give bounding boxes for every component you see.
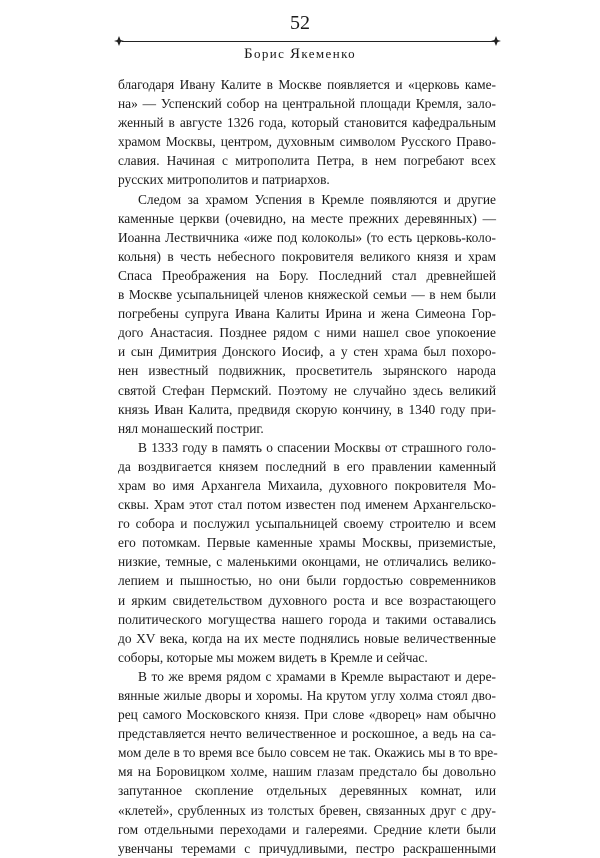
author-first-name-rest: орис [253, 46, 290, 61]
text-line: лепием и пышностью, но они были гордостью современников [118, 573, 496, 589]
author-initial-1: Б [243, 46, 254, 62]
text-line: русских митрополитов и патриархов. [118, 172, 330, 188]
text-line: гом отдельными переходами и галереями. Средние клети были [118, 821, 496, 837]
text-line: рец самого Московского князя. При слове «дворец» нам обычно [118, 707, 496, 723]
body-text [118, 75, 496, 858]
text-line: да воздвигается князем последний в его правлении каменный [118, 458, 496, 474]
text-line: храмом Москвы, центром, духовным символом Русского Право- [118, 134, 496, 150]
text-line: мом деле в то время все было совсем не так. Окажись мы в то вре- [118, 745, 498, 761]
text-line: сквы. Храм этот стал потом известен под именем Архангельско- [118, 497, 496, 513]
text-line: женный в августе 1326 года, который становится кафедральным [118, 115, 496, 131]
text-line: политического могущества нашего города и такими оставались [118, 611, 496, 627]
text-line: вянные жилые дворы и хоромы. На крутом углу холма стоял дво- [118, 688, 496, 703]
text-line: нял монашеский постриг. [118, 420, 264, 436]
paragraph-4 [118, 667, 496, 858]
text-line: до XV века, когда на их месте поднялись новые величественные [118, 630, 496, 646]
paragraph-1 [118, 75, 496, 190]
page-number: 52 [290, 12, 310, 34]
text-line: го собора и послужил усыпальницей своему строителю и всем [118, 516, 496, 532]
text-line: запутанное скопление отдельных деревянных комнат, или [118, 783, 496, 799]
text-line: дого Анастасия. Позднее рядом с ними нашел свое упокоение [118, 325, 496, 341]
text-line: в Москве усыпальницей членов княжеской семьи — в нем были [118, 287, 496, 303]
text-line: храм во имя Архангела Михаила, духовного покровителя Мо- [118, 477, 496, 493]
text-line: нен известный подвижник, просветитель зырянского народа [118, 363, 496, 379]
header-rule [122, 41, 494, 42]
text-line: В то же время рядом с храмами в Кремле вырастают и дере- [138, 668, 496, 684]
text-line: кольня) в честь небесного покровителя великого князя и храм [118, 248, 496, 264]
text-line: князь Иван Калита, предвидя скорую кончину, в 1340 году при- [118, 401, 496, 417]
text-line: его потомкам. Первые каменные храмы Москвы, приземистые, [118, 535, 496, 551]
text-line: и ярким свидетельством духовного роста и все возрастающего [118, 592, 496, 608]
author-last-name-rest: кеменко [301, 46, 357, 61]
text-line: славия. Начиная с митрополита Петра, в нем погребают всех [118, 153, 496, 169]
text-line: мя на Боровицком холме, нашим глазам предстало бы довольно [118, 764, 496, 780]
running-head-author [0, 44, 600, 64]
text-line: представляется нечто величественное и роскошное, а ведь на са- [118, 726, 496, 742]
text-line: Иоанна Лествичника «иже под колоколы» (то есть церковь-коло- [118, 229, 496, 245]
text-line: низкие, темные, с маленькими оконцами, не отличались велико- [118, 554, 496, 570]
text-line: «клетей», срубленных из толстых бревен, связанных друг с дру- [118, 802, 496, 818]
text-line: соборы, которые мы можем видеть в Кремле и сейчас. [118, 649, 428, 665]
text-line: и сын Димитрия Донского Иосиф, а у стен храма был похоро- [118, 344, 496, 360]
paragraph-2 [118, 190, 496, 438]
paragraph-3 [118, 438, 496, 667]
text-line: увенчаны теремами с причудливыми, пестро раскрашенными [118, 840, 496, 856]
text-line: Следом за храмом Успения в Кремле появляются и другие [138, 191, 496, 207]
text-line: каменные церкви (очевидно, на месте прежних деревянных) — [118, 210, 496, 226]
author-initial-2: Я [289, 46, 302, 62]
text-line: святой Стефан Пермский. Поэтому не случайно здесь великий [118, 382, 496, 398]
text-line: благодаря Ивану Калите в Москве появляется и «церковь каме- [118, 77, 496, 92]
text-line: В 1333 году в память о спасении Москвы от страшного голо- [138, 439, 496, 455]
text-line: Спаса Преображения на Бору. Последний стал древнейшей [118, 267, 496, 283]
text-line: погребены супруга Ивана Калиты Ирина и жена Симеона Гор- [118, 306, 496, 322]
text-line: на» — Успенский собор на центральной площади Кремля, зало- [118, 96, 496, 112]
